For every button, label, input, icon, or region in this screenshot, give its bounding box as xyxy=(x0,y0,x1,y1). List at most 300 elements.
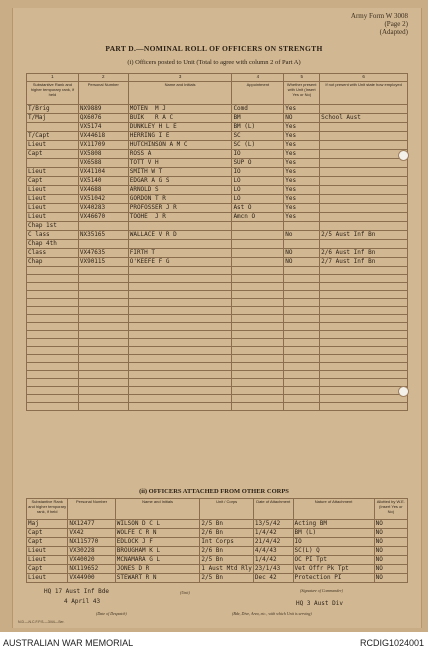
table-cell xyxy=(128,275,232,283)
table-cell: PROFOSSER J R xyxy=(128,204,232,213)
table-cell xyxy=(320,307,408,315)
table-cell: BM (L) xyxy=(293,529,374,538)
table-cell xyxy=(320,177,408,186)
table-cell: Lieut xyxy=(27,141,79,150)
table-cell: ROSS A xyxy=(128,150,232,159)
table-cell xyxy=(232,249,284,258)
table-row xyxy=(27,159,408,168)
table-row xyxy=(27,168,408,177)
table-cell xyxy=(128,323,232,331)
table-cell xyxy=(78,291,128,299)
table-cell: VX30228 xyxy=(68,547,115,556)
table-cell xyxy=(320,222,408,231)
table-cell xyxy=(128,331,232,339)
table-cell xyxy=(284,315,320,323)
table-cell: STEWART R N xyxy=(115,574,200,583)
table-cell: T/Capt xyxy=(27,132,79,141)
table-cell: No xyxy=(284,231,320,240)
table-cell xyxy=(27,283,79,291)
table-cell xyxy=(27,275,79,283)
table-cell: NX9889 xyxy=(78,105,128,114)
table-cell: LO xyxy=(232,195,284,204)
table-cell xyxy=(320,315,408,323)
table-cell: Yes xyxy=(284,150,320,159)
table-row xyxy=(27,379,408,387)
table-cell xyxy=(78,275,128,283)
table-cell: FIRTH T xyxy=(128,249,232,258)
table-cell: Ast O xyxy=(232,204,284,213)
table-cell: Comd xyxy=(232,105,284,114)
table-row xyxy=(27,204,408,213)
table-cell: NO xyxy=(284,249,320,258)
column-number: 3 xyxy=(128,74,232,82)
table-cell xyxy=(232,299,284,307)
table-cell xyxy=(320,363,408,371)
table-cell xyxy=(78,403,128,411)
table-cell: 2/6 Bn xyxy=(200,547,254,556)
table-cell: Lieut xyxy=(27,204,79,213)
table-row xyxy=(27,403,408,411)
table-row xyxy=(27,222,408,231)
table-cell xyxy=(320,213,408,222)
table-cell: Chap 1st xyxy=(27,222,79,231)
table-cell: IO xyxy=(293,538,374,547)
table-cell xyxy=(27,315,79,323)
table-cell xyxy=(232,323,284,331)
table-row xyxy=(27,299,408,307)
table-cell: VX51042 xyxy=(78,195,128,204)
table-cell: Int Corps xyxy=(200,538,254,547)
section-two-title: (ii) OFFICERS ATTACHED FROM OTHER CORPS xyxy=(139,488,289,495)
table-cell: EDGAR A G S xyxy=(128,177,232,186)
table-cell xyxy=(128,379,232,387)
table-cell: VX44618 xyxy=(78,132,128,141)
document-title: PART D.—NOMINAL ROLL OF OFFICERS ON STRENGTH xyxy=(105,44,323,53)
table-cell: VX5174 xyxy=(78,123,128,132)
table-cell: Lieut xyxy=(27,213,79,222)
table-cell xyxy=(27,395,79,403)
table-cell: VX40283 xyxy=(78,204,128,213)
table-cell xyxy=(232,379,284,387)
table-cell xyxy=(232,403,284,411)
table-cell xyxy=(284,395,320,403)
table-cell: C lass xyxy=(27,231,79,240)
column-header: Substantive Rank and higher temporary rank, if held xyxy=(27,499,68,520)
column-header: Name and Initials xyxy=(115,499,200,520)
table-cell: 21/4/42 xyxy=(253,538,293,547)
table-cell: Yes xyxy=(284,195,320,204)
column-header: If not present with Unit state how employed xyxy=(320,82,408,105)
table-cell xyxy=(27,299,79,307)
table-cell xyxy=(284,355,320,363)
table-cell xyxy=(78,379,128,387)
table-cell xyxy=(232,363,284,371)
table-cell xyxy=(128,339,232,347)
table-cell xyxy=(284,275,320,283)
table-cell xyxy=(27,159,79,168)
table-cell xyxy=(27,307,79,315)
table-cell xyxy=(320,159,408,168)
table-row xyxy=(27,371,408,379)
table-cell xyxy=(284,267,320,275)
table-cell: BM (L) xyxy=(232,123,284,132)
table-cell: Lieut xyxy=(27,186,79,195)
table-cell: VX5140 xyxy=(78,177,128,186)
table-cell xyxy=(128,371,232,379)
punch-hole-top xyxy=(398,150,409,161)
table-cell: SMITH W T xyxy=(128,168,232,177)
table-cell xyxy=(27,331,79,339)
table-cell: Yes xyxy=(284,159,320,168)
unit-caption: (Unit) xyxy=(180,590,190,595)
despatch-date: 4 April 43 xyxy=(64,598,101,605)
table-cell: NO xyxy=(374,520,407,529)
table-cell: QX6076 xyxy=(78,114,128,123)
table-row xyxy=(27,347,408,355)
table-cell xyxy=(27,347,79,355)
table-row xyxy=(27,267,408,275)
table-row xyxy=(27,339,408,347)
table-cell xyxy=(128,387,232,395)
column-number: 2 xyxy=(78,74,128,82)
table-cell xyxy=(232,283,284,291)
table-cell: 2/5 Bn xyxy=(200,556,254,565)
table-cell: 2/6 Aust Inf Bn xyxy=(320,249,408,258)
table-cell: IO xyxy=(232,150,284,159)
table-cell: SC(L) Q xyxy=(293,547,374,556)
table-cell xyxy=(27,355,79,363)
table-cell xyxy=(78,283,128,291)
table-row xyxy=(27,177,408,186)
table-cell: EDLOCK J F xyxy=(115,538,200,547)
table-cell xyxy=(128,267,232,275)
table-cell: Lieut xyxy=(27,574,68,583)
table-cell: MOTEN M J xyxy=(128,105,232,114)
table-row xyxy=(27,231,408,240)
table-cell xyxy=(284,283,320,291)
table-cell xyxy=(320,141,408,150)
table-cell: Chap 4th xyxy=(27,240,79,249)
table-cell: ARNOLD S xyxy=(128,186,232,195)
table-cell xyxy=(128,307,232,315)
table-cell: VX6588 xyxy=(78,159,128,168)
table-cell: VX44900 xyxy=(68,574,115,583)
table-cell xyxy=(284,379,320,387)
table-cell: VX5808 xyxy=(78,150,128,159)
table-cell: Capt xyxy=(27,177,79,186)
table-row xyxy=(27,565,408,574)
table-cell: Capt xyxy=(27,538,68,547)
table-cell: VX11709 xyxy=(78,141,128,150)
table-cell xyxy=(320,150,408,159)
table-cell xyxy=(232,315,284,323)
table-row xyxy=(27,556,408,565)
table-cell: 2/6 Bn xyxy=(200,529,254,538)
table-cell: Lieut xyxy=(27,547,68,556)
table-cell xyxy=(320,204,408,213)
table-cell xyxy=(320,355,408,363)
table-cell xyxy=(284,307,320,315)
table-cell xyxy=(284,331,320,339)
table-cell: Lieut xyxy=(27,195,79,204)
table-cell xyxy=(284,371,320,379)
table-cell: Yes xyxy=(284,123,320,132)
table-row xyxy=(27,315,408,323)
table-cell xyxy=(320,379,408,387)
column-header: Whether present with Unit (Insert Yes or No) xyxy=(284,82,320,105)
column-header: Allotted by W.E. (Insert Yes or No) xyxy=(374,499,407,520)
column-header: Unit / Corps xyxy=(200,499,254,520)
table-cell: Protection PI xyxy=(293,574,374,583)
table-row xyxy=(27,132,408,141)
table-cell xyxy=(232,240,284,249)
table-cell xyxy=(128,403,232,411)
table-cell xyxy=(320,275,408,283)
table-cell: Yes xyxy=(284,168,320,177)
table-cell: Dec 42 xyxy=(253,574,293,583)
form-number-line2: (Page 2) xyxy=(384,20,408,28)
table-cell xyxy=(128,222,232,231)
table-cell xyxy=(320,331,408,339)
column-number: 5 xyxy=(284,74,320,82)
table-cell: WILSON D C L xyxy=(115,520,200,529)
table-cell: Maj xyxy=(27,520,68,529)
table-cell: VX40020 xyxy=(68,556,115,565)
table-cell xyxy=(78,240,128,249)
table-cell xyxy=(78,331,128,339)
table-cell xyxy=(128,283,232,291)
table-cell xyxy=(320,347,408,355)
table-cell: TOOHE J R xyxy=(128,213,232,222)
table-cell: BUIK R A C xyxy=(128,114,232,123)
table-cell: Yes xyxy=(284,177,320,186)
table-cell: 2/5 Bn xyxy=(200,574,254,583)
table-cell: Amcn O xyxy=(232,213,284,222)
table-row xyxy=(27,323,408,331)
table-cell xyxy=(284,240,320,249)
table-cell xyxy=(320,323,408,331)
table-cell: BM xyxy=(232,114,284,123)
table-cell xyxy=(232,231,284,240)
table-cell xyxy=(284,339,320,347)
table-cell: VX4688 xyxy=(78,186,128,195)
table-row xyxy=(27,195,408,204)
table-cell xyxy=(232,331,284,339)
table-row xyxy=(27,275,408,283)
table-cell xyxy=(78,347,128,355)
table-row xyxy=(27,529,408,538)
table-cell xyxy=(128,363,232,371)
table-row xyxy=(27,213,408,222)
table-cell xyxy=(78,267,128,275)
table-cell: NX115770 xyxy=(68,538,115,547)
table-cell: School Aust xyxy=(320,114,408,123)
table-cell xyxy=(78,395,128,403)
table-cell xyxy=(232,258,284,267)
officers-posted-table xyxy=(26,73,408,411)
table-row xyxy=(27,258,408,267)
column-header: Personal Number xyxy=(68,499,115,520)
table-cell xyxy=(320,283,408,291)
table-cell xyxy=(78,222,128,231)
document-subtitle: (i) Officers posted to Unit (Total to agree with column 2 of Part A) xyxy=(127,59,301,66)
table-cell: 13/5/42 xyxy=(253,520,293,529)
table-cell xyxy=(320,395,408,403)
table-cell xyxy=(320,132,408,141)
table-cell: Yes xyxy=(284,132,320,141)
table-cell xyxy=(232,339,284,347)
table-cell: T/Brig xyxy=(27,105,79,114)
table-cell: Capt xyxy=(27,529,68,538)
table-cell: NX12477 xyxy=(68,520,115,529)
table-cell: SC (L) xyxy=(232,141,284,150)
table-row xyxy=(27,141,408,150)
signature-caption: (Signature of Commander) xyxy=(300,588,343,593)
table-cell xyxy=(27,339,79,347)
table-cell xyxy=(284,363,320,371)
column-number: 1 xyxy=(27,74,79,82)
table-cell: 2/5 Aust Inf Bn xyxy=(320,231,408,240)
table-row xyxy=(27,283,408,291)
table-cell xyxy=(128,291,232,299)
table-cell xyxy=(128,355,232,363)
table-cell xyxy=(320,267,408,275)
table-cell: NO xyxy=(374,574,407,583)
table-cell: WOLFE C R N xyxy=(115,529,200,538)
table-cell: NO xyxy=(374,565,407,574)
table-cell xyxy=(284,291,320,299)
table-cell xyxy=(320,240,408,249)
form-number-line3: (Adapted) xyxy=(379,28,408,36)
table-cell xyxy=(78,363,128,371)
table-cell: Yes xyxy=(284,186,320,195)
table-cell xyxy=(232,387,284,395)
table-cell: VX47635 xyxy=(78,249,128,258)
table-cell: Capt xyxy=(27,150,79,159)
table-cell: OC PI Tpt xyxy=(293,556,374,565)
table-row xyxy=(27,240,408,249)
table-cell: WALLACE V R D xyxy=(128,231,232,240)
table-row xyxy=(27,387,408,395)
table-cell: Yes xyxy=(284,204,320,213)
table-cell xyxy=(320,339,408,347)
column-header: Substantive Rank and higher temporary rank, if held xyxy=(27,82,79,105)
table-row xyxy=(27,307,408,315)
table-row xyxy=(27,355,408,363)
table-cell xyxy=(232,355,284,363)
table-row xyxy=(27,249,408,258)
table-cell xyxy=(27,379,79,387)
table-cell xyxy=(78,299,128,307)
table-cell xyxy=(78,387,128,395)
table-cell xyxy=(320,291,408,299)
table-cell xyxy=(284,403,320,411)
printer-imprint: N.D.—N.C.F.P.S.—3/44—Ser. xyxy=(18,620,65,624)
column-header: Nature of Attachment xyxy=(293,499,374,520)
table-cell: O'KEEFE F G xyxy=(128,258,232,267)
table-row xyxy=(27,395,408,403)
table-cell: Yes xyxy=(284,105,320,114)
table-cell: VX90115 xyxy=(78,258,128,267)
archive-name: AUSTRALIAN WAR MEMORIAL xyxy=(3,638,134,648)
archive-bar xyxy=(0,632,428,654)
table-cell: Class xyxy=(27,249,79,258)
table-cell xyxy=(27,123,79,132)
table-cell xyxy=(320,168,408,177)
table-cell xyxy=(27,323,79,331)
table-cell: NO xyxy=(284,258,320,267)
table-cell xyxy=(232,291,284,299)
table-cell xyxy=(232,371,284,379)
table-cell: T/Maj xyxy=(27,114,79,123)
table-cell xyxy=(320,371,408,379)
table-cell: JONES D R xyxy=(115,565,200,574)
table-cell: Yes xyxy=(284,141,320,150)
table-cell: 1/4/42 xyxy=(253,556,293,565)
table-cell xyxy=(284,299,320,307)
punch-hole-bottom xyxy=(398,386,409,397)
table-row xyxy=(27,114,408,123)
table-cell: LO xyxy=(232,177,284,186)
table-cell xyxy=(320,387,408,395)
table-row xyxy=(27,331,408,339)
table-cell xyxy=(320,186,408,195)
table-cell xyxy=(78,339,128,347)
table-cell: 2/5 Bn xyxy=(200,520,254,529)
table-cell: SC xyxy=(232,132,284,141)
form-number-line1: Army Form W 3008 xyxy=(350,12,408,20)
table-cell xyxy=(128,240,232,249)
table-cell xyxy=(232,267,284,275)
table-cell: 23/1/43 xyxy=(253,565,293,574)
table-cell: NO xyxy=(374,556,407,565)
formation-name: HQ 3 Aust Div xyxy=(296,600,343,607)
table-cell: Yes xyxy=(284,213,320,222)
form-number xyxy=(351,12,408,36)
table-cell: Vet Offr Pk Tpt xyxy=(293,565,374,574)
table-cell xyxy=(284,387,320,395)
table-cell: HERRING I E xyxy=(128,132,232,141)
table-cell xyxy=(320,195,408,204)
table-cell: NO xyxy=(374,538,407,547)
table-cell xyxy=(284,323,320,331)
table-cell: Capt xyxy=(27,565,68,574)
table-cell xyxy=(320,123,408,132)
table-row xyxy=(27,186,408,195)
table-cell: NO xyxy=(284,114,320,123)
table-cell xyxy=(27,363,79,371)
column-header: Personal Number xyxy=(78,82,128,105)
table-cell: NX119652 xyxy=(68,565,115,574)
table-cell xyxy=(78,371,128,379)
table-cell xyxy=(128,395,232,403)
table-row xyxy=(27,547,408,556)
table-cell: NO xyxy=(374,529,407,538)
table-cell xyxy=(320,299,408,307)
column-header: Name and Initials xyxy=(128,82,232,105)
table-cell xyxy=(320,403,408,411)
table-cell xyxy=(78,307,128,315)
table-cell: NO xyxy=(374,547,407,556)
table-cell xyxy=(27,267,79,275)
table-cell: GORDON T R xyxy=(128,195,232,204)
column-number: 6 xyxy=(320,74,408,82)
table-cell: 4/4/43 xyxy=(253,547,293,556)
formation-caption: (Bde, Dive, Area, etc., with which Unit is serving) xyxy=(232,611,312,616)
table-cell xyxy=(78,315,128,323)
table-row xyxy=(27,150,408,159)
table-cell: BROUGHAM K L xyxy=(115,547,200,556)
